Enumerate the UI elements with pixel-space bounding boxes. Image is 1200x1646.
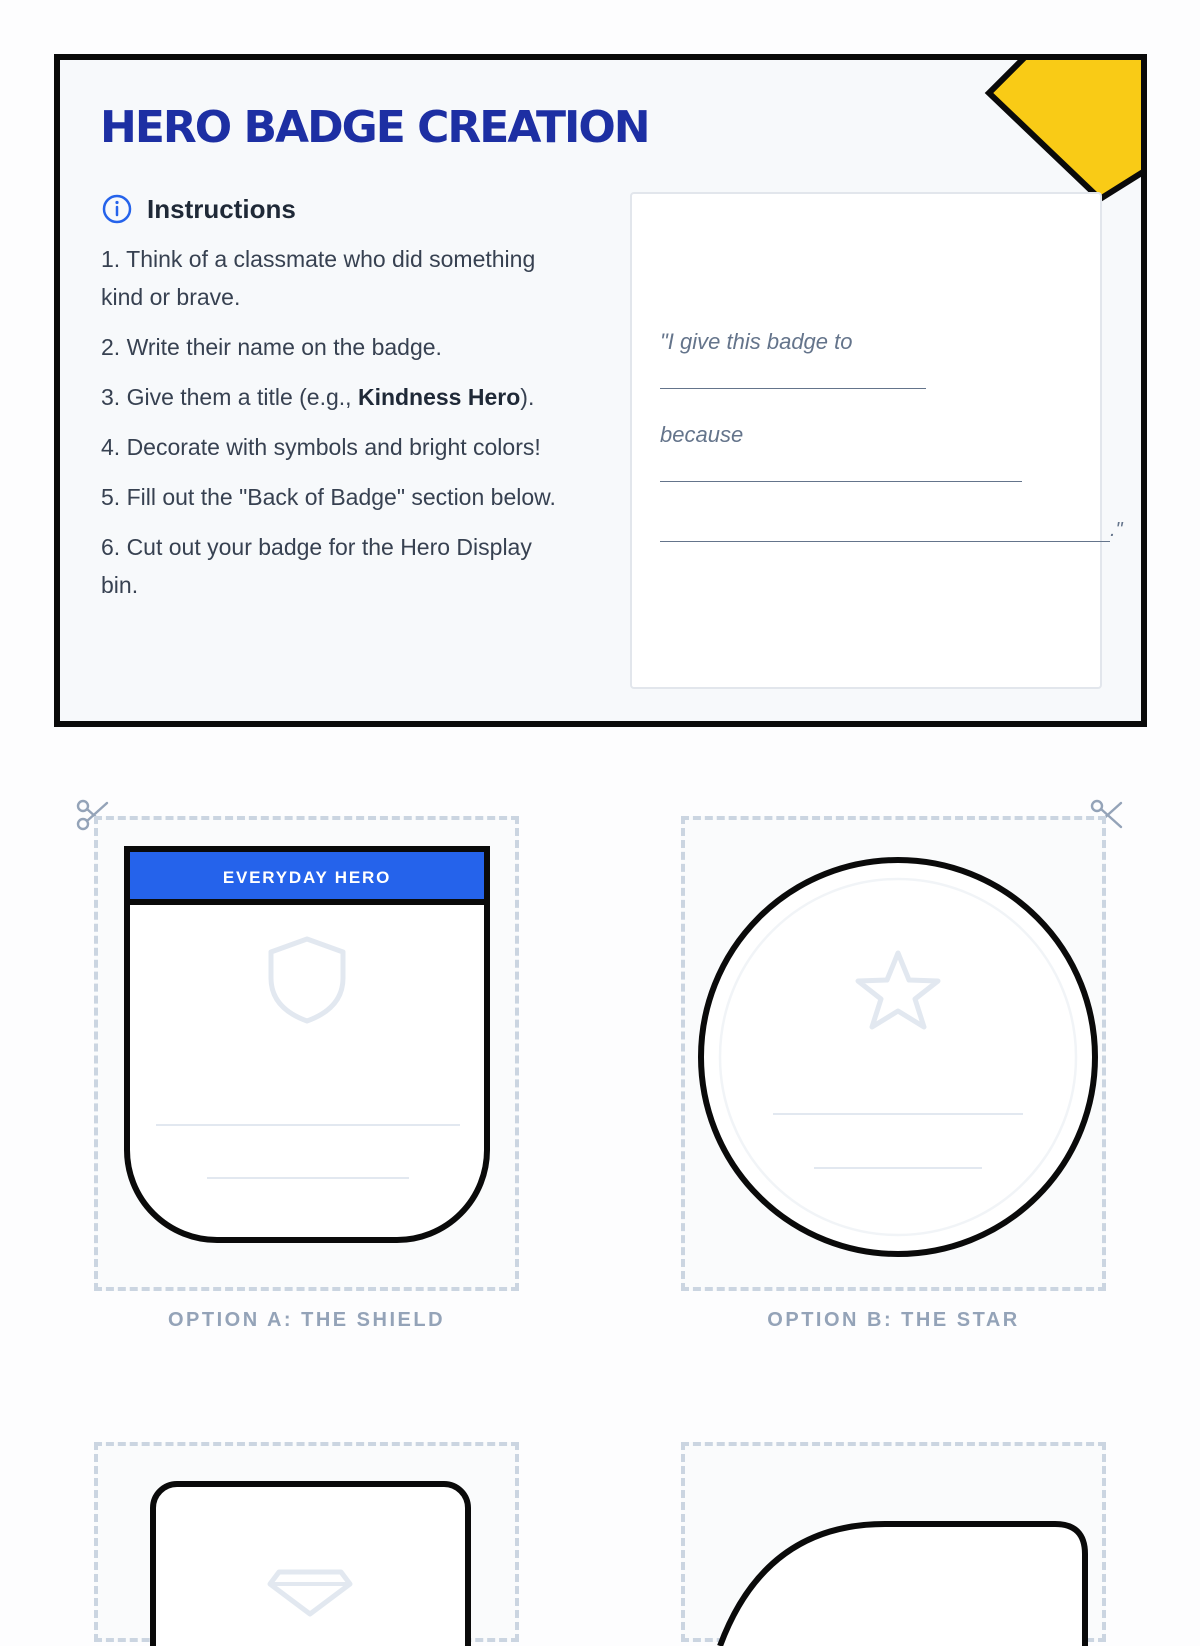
star-badge [685, 820, 1102, 1287]
instruction-card [54, 54, 1147, 727]
step-3-tail: ). [520, 384, 535, 410]
corner-tag-shape [989, 60, 1147, 199]
page-title: HERO BADGE CREATION [100, 102, 649, 153]
cut-area-shield[interactable] [94, 816, 519, 1291]
step-3 [101, 378, 571, 416]
step-2: 2. Write their name on the badge. [101, 334, 442, 360]
arch-badge [685, 1446, 1102, 1646]
rounded-badge [98, 1446, 515, 1646]
cut-area-rounded[interactable] [94, 1442, 519, 1642]
step-1: 1. Think of a classmate who did something kind or brave. [101, 246, 536, 310]
dedication-line-2: because [660, 422, 744, 447]
closing-quote: ." [1110, 519, 1123, 541]
reason-blank-1[interactable] [660, 481, 1022, 482]
rounded-badge-outline [153, 1484, 468, 1646]
instructions-label: Instructions [147, 193, 296, 224]
instructions-heading [101, 193, 296, 225]
option-a-label: OPTION A: THE SHIELD [167, 1309, 446, 1331]
step-3-bold: Kindness Hero [357, 384, 521, 410]
name-blank[interactable] [660, 388, 926, 389]
arch-badge-outline [720, 1524, 1085, 1646]
dedication-line-1: "I give this badge to [660, 329, 853, 354]
instruction-steps [101, 240, 571, 616]
cut-area-arch[interactable] [681, 1442, 1106, 1642]
shield-outline [127, 849, 487, 1240]
ribbon-text: EVERYDAY HERO [222, 868, 392, 887]
step-4: 4. Decorate with symbols and bright colors! [101, 434, 541, 460]
step-6: 6. Cut out your badge for the Hero Display bin. [101, 534, 532, 598]
info-icon [101, 193, 133, 225]
option-b-label: OPTION B: THE STAR [767, 1309, 1020, 1331]
cut-area-star[interactable] [681, 816, 1106, 1291]
star-badge-outline [701, 860, 1095, 1254]
step-5: 5. Fill out the "Back of Badge" section below. [101, 484, 556, 510]
reason-blank-2[interactable] [660, 541, 1110, 542]
dedication-box [630, 192, 1123, 689]
shield-badge [98, 820, 515, 1287]
step-3-text: 3. Give them a title (e.g., [101, 384, 358, 410]
